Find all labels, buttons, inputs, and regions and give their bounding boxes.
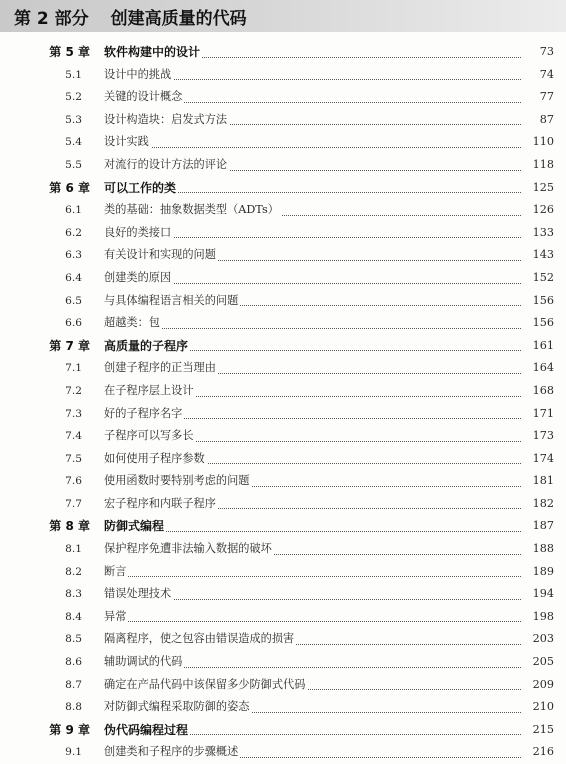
- section-title: 好的子程序名字: [104, 403, 184, 426]
- page-number: 156: [522, 312, 554, 335]
- dot-leader: [104, 147, 525, 148]
- section-number: 7.1: [65, 362, 82, 375]
- section-title: 良好的类接口: [104, 222, 173, 245]
- page-number: 189: [522, 561, 554, 584]
- page-number: 77: [522, 86, 554, 109]
- section-title: 断言: [104, 561, 128, 584]
- toc-section-row[interactable]: [0, 199, 566, 222]
- dot-leader: [104, 531, 525, 532]
- part-number: 第 2 部分: [14, 8, 89, 29]
- page-number: 73: [522, 41, 554, 64]
- section-number: 7.3: [65, 407, 82, 420]
- section-number: 6.4: [65, 271, 82, 284]
- dot-leader: [104, 621, 525, 622]
- toc-section-row[interactable]: [0, 403, 566, 426]
- section-number: 8.5: [65, 633, 82, 646]
- toc-section-row[interactable]: [0, 448, 566, 471]
- page-number: 118: [522, 154, 554, 177]
- toc-chapter-row[interactable]: [0, 515, 566, 538]
- page-number: 216: [522, 741, 554, 764]
- toc-section-row[interactable]: [0, 312, 566, 335]
- toc-chapter-row[interactable]: [0, 177, 566, 200]
- section-title: 对防御式编程采取防御的姿态: [104, 696, 251, 719]
- section-number: 5.2: [65, 91, 82, 104]
- toc-section-row[interactable]: [0, 674, 566, 697]
- chapter-title: 伪代码编程过程: [104, 719, 190, 742]
- section-number: 7.2: [65, 384, 82, 397]
- section-title: 对流行的设计方法的评论: [104, 154, 229, 177]
- page-number: 168: [522, 380, 554, 403]
- page-number: 87: [522, 109, 554, 132]
- page-number: 133: [522, 222, 554, 245]
- toc-chapter-row[interactable]: [0, 335, 566, 358]
- toc-section-row[interactable]: [0, 154, 566, 177]
- part-header: [0, 0, 566, 32]
- page-number: 171: [522, 403, 554, 426]
- chapter-title: 软件构建中的设计: [104, 41, 202, 64]
- section-number: 8.2: [65, 565, 82, 578]
- section-number: 8.3: [65, 588, 82, 601]
- section-number: 7.4: [65, 430, 82, 443]
- section-title: 有关设计和实现的问题: [104, 244, 218, 267]
- toc-section-row[interactable]: [0, 628, 566, 651]
- section-title: 错误处理技术: [104, 583, 173, 606]
- page-number: 161: [522, 335, 554, 358]
- toc-section-row[interactable]: [0, 131, 566, 154]
- toc-section-row[interactable]: [0, 696, 566, 719]
- section-title: 隔离程序，使之包容由错误造成的损害: [104, 628, 296, 651]
- section-number: 8.6: [65, 656, 82, 669]
- toc-section-row[interactable]: [0, 290, 566, 313]
- chapter-number: 第 9 章: [49, 722, 90, 737]
- section-number: 5.3: [65, 113, 82, 126]
- section-number: 7.5: [65, 452, 82, 465]
- toc-chapter-row[interactable]: [0, 41, 566, 64]
- toc-section-row[interactable]: [0, 380, 566, 403]
- chapter-title: 高质量的子程序: [104, 335, 190, 358]
- section-number: 8.8: [65, 701, 82, 714]
- section-title: 确定在产品代码中该保留多少防御式代码: [104, 674, 307, 697]
- page-number: 210: [522, 696, 554, 719]
- section-title: 关键的设计概念: [104, 86, 184, 109]
- page-number: 164: [522, 357, 554, 380]
- toc-section-row[interactable]: [0, 651, 566, 674]
- toc-section-row[interactable]: [0, 64, 566, 87]
- page-number: 205: [522, 651, 554, 674]
- page-number: 126: [522, 199, 554, 222]
- page-number: 198: [522, 606, 554, 629]
- toc-section-row[interactable]: [0, 267, 566, 290]
- section-title: 如何使用子程序参数: [104, 448, 207, 471]
- toc-section-row[interactable]: [0, 425, 566, 448]
- toc-section-row[interactable]: [0, 583, 566, 606]
- page-number: 110: [522, 131, 554, 154]
- section-title: 与具体编程语言相关的问题: [104, 290, 240, 313]
- section-title: 宏子程序和内联子程序: [104, 493, 218, 516]
- page-number: 209: [522, 674, 554, 697]
- section-number: 6.1: [65, 204, 82, 217]
- toc-section-row[interactable]: [0, 109, 566, 132]
- section-number: 8.7: [65, 678, 82, 691]
- page-number: 74: [522, 64, 554, 87]
- dot-leader: [104, 328, 525, 329]
- toc-section-row[interactable]: [0, 538, 566, 561]
- page-number: 156: [522, 290, 554, 313]
- section-title: 创建子程序的正当理由: [104, 357, 218, 380]
- section-number: 8.1: [65, 543, 82, 556]
- page-number: 173: [522, 425, 554, 448]
- toc-section-row[interactable]: [0, 244, 566, 267]
- section-number: 6.5: [65, 294, 82, 307]
- page-number: 188: [522, 538, 554, 561]
- page-number: 194: [522, 583, 554, 606]
- section-number: 5.4: [65, 136, 82, 149]
- page-number: 203: [522, 628, 554, 651]
- section-title: 创建类和子程序的步骤概述: [104, 741, 240, 764]
- section-number: 8.4: [65, 610, 82, 623]
- chapter-title: 防御式编程: [104, 515, 166, 538]
- toc-section-row[interactable]: [0, 86, 566, 109]
- section-title: 保护程序免遭非法输入数据的破坏: [104, 538, 274, 561]
- section-title: 类的基础：抽象数据类型（ADTs）: [104, 199, 281, 222]
- table-of-contents: [0, 41, 566, 764]
- chapter-title: 可以工作的类: [104, 177, 178, 200]
- section-number: 5.1: [65, 68, 82, 81]
- toc-chapter-row[interactable]: [0, 719, 566, 742]
- toc-section-row[interactable]: [0, 741, 566, 764]
- page-number: 143: [522, 244, 554, 267]
- section-number: 9.1: [65, 746, 82, 759]
- section-title: 异常: [104, 606, 128, 629]
- section-number: 6.3: [65, 249, 82, 262]
- page-number: 187: [522, 515, 554, 538]
- section-title: 超越类：包: [104, 312, 162, 335]
- page-number: 182: [522, 493, 554, 516]
- section-title: 设计构造块：启发式方法: [104, 109, 229, 132]
- page-number: 125: [522, 177, 554, 200]
- section-title: 在子程序层上设计: [104, 380, 196, 403]
- section-title: 辅助调试的代码: [104, 651, 184, 674]
- section-number: 7.6: [65, 475, 82, 488]
- toc-section-row[interactable]: [0, 222, 566, 245]
- chapter-number: 第 7 章: [49, 338, 90, 353]
- section-title: 子程序可以写多长: [104, 425, 196, 448]
- dot-leader: [104, 576, 525, 577]
- page-number: 152: [522, 267, 554, 290]
- page-number: 181: [522, 470, 554, 493]
- toc-section-row[interactable]: [0, 493, 566, 516]
- chapter-number: 第 5 章: [49, 45, 90, 59]
- toc-section-row[interactable]: [0, 357, 566, 380]
- section-number: 6.2: [65, 226, 82, 239]
- page-number: 174: [522, 448, 554, 471]
- section-title: 使用函数时要特别考虑的问题: [104, 470, 251, 493]
- toc-section-row[interactable]: [0, 561, 566, 584]
- toc-section-row[interactable]: [0, 606, 566, 629]
- section-number: 6.6: [65, 317, 82, 330]
- section-number: 5.5: [65, 158, 82, 171]
- section-number: 7.7: [65, 497, 82, 510]
- section-title: 设计中的挑战: [104, 64, 173, 87]
- chapter-number: 第 6 章: [49, 180, 90, 195]
- section-title: 设计实践: [104, 131, 151, 154]
- toc-section-row[interactable]: [0, 470, 566, 493]
- page-number: 215: [522, 719, 554, 742]
- chapter-number: 第 8 章: [49, 519, 90, 534]
- section-title: 创建类的原因: [104, 267, 173, 290]
- part-title: 创建高质量的代码: [110, 8, 247, 29]
